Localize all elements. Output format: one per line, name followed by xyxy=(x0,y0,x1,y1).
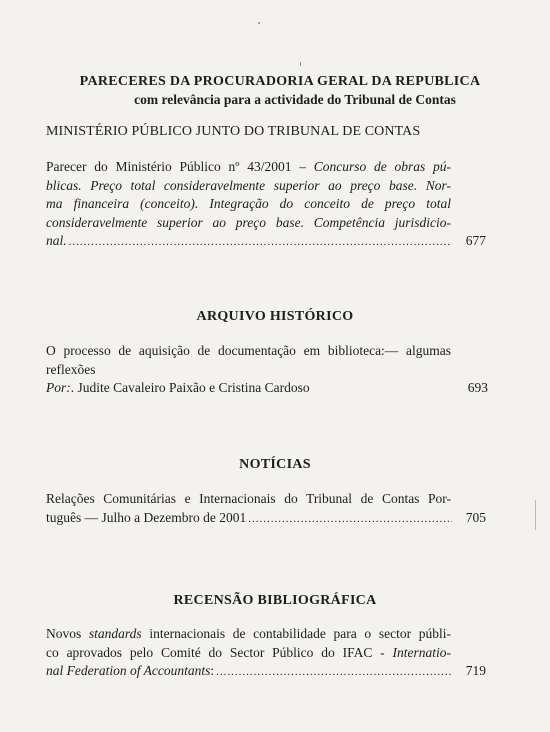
entry-authors xyxy=(46,379,310,398)
entry-text: Novos xyxy=(46,626,89,641)
entry-title-italic: Concurso de obras pú- xyxy=(313,159,452,174)
scan-mark xyxy=(535,500,536,530)
entry-text: co aprovados pelo Comité do Sector Público do IFAC - xyxy=(46,644,393,660)
section-heading-noticias: NOTÍCIAS xyxy=(239,457,311,472)
header-title: PARECERES DA PROCURADORIA GERAL DA REPUBLICA xyxy=(79,74,481,89)
entry-author-row xyxy=(46,379,488,398)
entry-line: Relações Comunitárias e Internacionais do Tribunal de Contas Por- xyxy=(46,491,451,506)
page-number: 719 xyxy=(465,663,486,678)
page-number: 677 xyxy=(465,233,486,248)
dot-leader xyxy=(216,663,452,682)
section-heading-recensao: RECENSÃO BIBLIOGRÁFICA xyxy=(173,593,377,608)
section-heading-ministerio: MINISTÉRIO PÚBLICO JUNTO DO TRIBUNAL DE CONTAS xyxy=(46,124,421,139)
entry-line: O processo de aquisição de documentação em biblioteca:— algumas xyxy=(46,343,451,358)
dot-leader xyxy=(69,233,452,252)
entry-text: internacionais de contabilidade para o sector públi- xyxy=(141,626,451,641)
entry-italic: standards xyxy=(88,626,142,641)
entry-line: nal. xyxy=(46,233,67,248)
entry-text xyxy=(46,158,451,232)
dot-leader xyxy=(248,510,452,529)
entry-line xyxy=(46,644,451,663)
entry-line: tuguês — Julho a Dezembro de 2001 xyxy=(46,509,247,525)
header-subtitle: com relevância para a actividade do Tribunal de Contas xyxy=(134,92,456,107)
author-label: Por: xyxy=(46,380,71,395)
entry-line: blicas. Preço total consideravelmente superior ao preço base. Nor- xyxy=(46,177,451,193)
entry-lead: Parecer do Ministério Público nº 43/2001 – xyxy=(46,159,306,174)
author-names: . Judite Cavaleiro Paixão e Cristina Cardoso xyxy=(70,380,310,395)
toc-entry-parecer xyxy=(46,158,486,252)
document-header xyxy=(0,73,550,109)
scan-speck xyxy=(300,62,301,66)
entry-line xyxy=(46,158,451,177)
entry-italic: nal Federation of Accountants xyxy=(46,663,211,678)
toc-entry-noticias xyxy=(46,490,486,528)
section-heading-arquivo: ARQUIVO HISTÓRICO xyxy=(196,309,354,324)
entry-leader-line xyxy=(46,232,486,252)
toc-entry-arquivo xyxy=(46,342,486,398)
entry-leader-line xyxy=(46,509,486,529)
entry-text: : xyxy=(210,663,215,678)
entry-italic: Internatio- xyxy=(392,644,451,660)
entry-line-end xyxy=(46,662,214,681)
page-number: 693 xyxy=(467,380,488,395)
entry-line xyxy=(46,625,451,644)
entry-line: consideravelmente superior ao preço base. Competência jurisdicio- xyxy=(46,214,451,230)
entry-line: reflexões xyxy=(46,361,96,377)
entry-line: ma financeira (conceito). Integração do conceito de preço total xyxy=(46,196,451,211)
entry-leader-line xyxy=(46,662,486,682)
toc-entry-recensao xyxy=(46,625,486,682)
page-number: 705 xyxy=(465,509,486,525)
scan-speck xyxy=(258,22,260,24)
